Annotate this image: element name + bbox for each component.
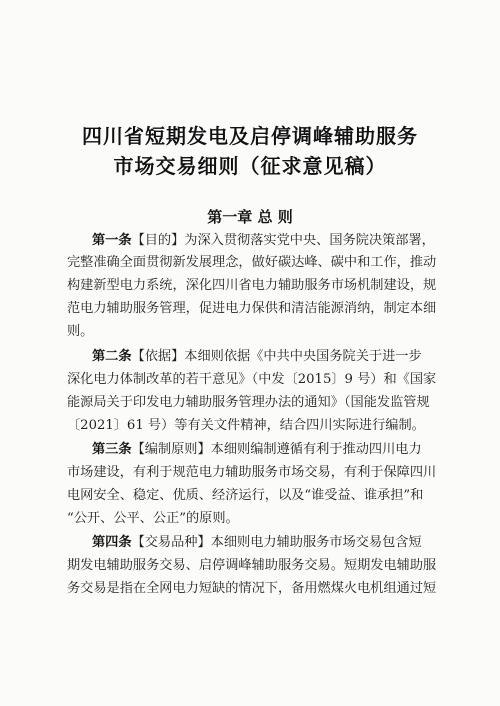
article-1-label: 第一条 bbox=[92, 233, 132, 248]
article-3-first-text: 【编制原则】本细则编制遵循有利于推动四川电力 bbox=[131, 442, 422, 457]
article-1-first-text: 【目的】为深入贯彻落实党中央、国务院决策部署， bbox=[131, 233, 435, 248]
article-3-line-3: 电网安全、稳定、优质、经济运行，以及“谁受益、谁承担”和 bbox=[67, 488, 424, 503]
document-title-line-2: 市场交易细则（征求意见稿） bbox=[113, 154, 387, 178]
article-3-line-4: “公开、公平、公正”的原则。 bbox=[67, 511, 239, 526]
article-2-label: 第二条 bbox=[92, 349, 132, 364]
article-3-line-2: 市场建设，有利于规范电力辅助服务市场交易，有利于保障四川 bbox=[67, 465, 437, 480]
article-1-line-5: 则。 bbox=[67, 324, 94, 339]
article-3-first-line bbox=[92, 440, 422, 460]
article-1-line-4: 范电力辅助服务管理，促进电力保供和清洁能源消纳，制定本细 bbox=[67, 301, 437, 316]
article-2-first-text: 【依据】本细则依据《中共中央国务院关于进一步 bbox=[131, 349, 422, 364]
chapter-heading: 第一章 总 则 bbox=[207, 208, 293, 226]
article-2-first-line bbox=[92, 347, 422, 367]
article-4-line-2: 期发电辅助服务交易、启停调峰辅助服务交易。短期发电辅助服 bbox=[67, 558, 437, 573]
article-1-line-3: 构建新型电力系统，深化四川省电力辅助服务市场机制建设，规 bbox=[67, 278, 437, 293]
article-4-line-3: 务交易是指在全网电力短缺的情况下，备用燃煤火电机组通过短 bbox=[67, 581, 437, 596]
article-1-first-line bbox=[92, 231, 435, 251]
article-1-line-2: 完整准确全面贯彻新发展理念，做好碳达峰、碳中和工作，推动 bbox=[67, 255, 437, 270]
article-3-label: 第三条 bbox=[92, 442, 132, 457]
article-4-first-line bbox=[92, 533, 422, 553]
article-2-line-4: 〔2021〕61 号）等有关文件精神，结合四川实际进行编制。 bbox=[67, 418, 425, 433]
document-title-line-1: 四川省短期发电及启停调峰辅助服务 bbox=[82, 124, 418, 148]
article-4-label: 第四条 bbox=[92, 535, 132, 550]
article-2-line-2: 深化电力体制改革的若干意见》（中发〔2015〕9 号）和《国家 bbox=[67, 372, 437, 387]
article-4-first-text: 【交易品种】本细则电力辅助服务市场交易包含短 bbox=[131, 535, 422, 550]
article-2-line-3: 能源局关于印发电力辅助服务管理办法的通知》（国能发监管规 bbox=[67, 395, 430, 410]
